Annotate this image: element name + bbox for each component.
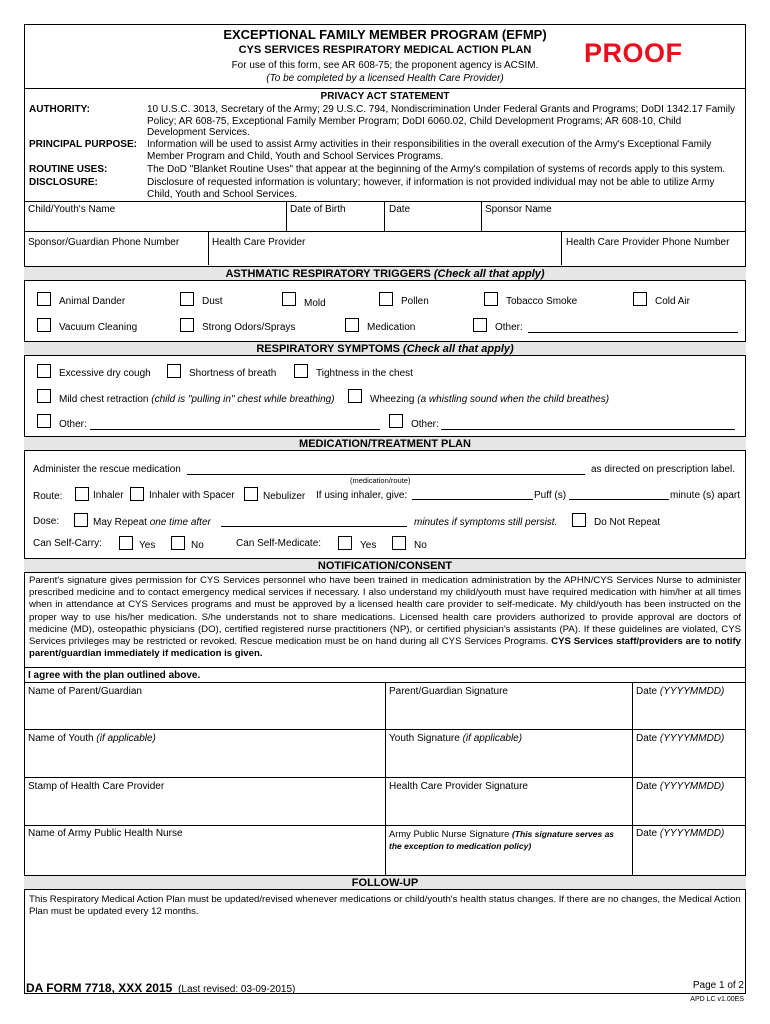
child-name-field[interactable]: Child/Youth's Name bbox=[28, 204, 116, 215]
trigger-label: Strong Odors/Sprays bbox=[202, 322, 296, 333]
purpose-label: PRINCIPAL PURPOSE: bbox=[29, 139, 137, 150]
provider-field[interactable]: Health Care Provider bbox=[212, 237, 306, 248]
checkbox-tobacco-smoke[interactable] bbox=[484, 292, 498, 306]
followup-text: This Respiratory Medical Action Plan must be updated/revised whenever medications or child/youth's health status changes. If there are no changes, the Medical Action Plan must be updated every 12 months. bbox=[29, 894, 741, 918]
date-field[interactable]: Date bbox=[389, 204, 411, 215]
checkbox-vacuum-cleaning[interactable] bbox=[37, 318, 51, 332]
notification-bold-line: CYS Services staff/providers are to notify parent/guardian immediately if medication is given. bbox=[29, 636, 741, 660]
symptom-label: Excessive dry cough bbox=[59, 368, 151, 379]
purpose-text: Information will be used to assist Army activities in their responsibilities in the overall execution of the Army's Exceptional Family Member Program and Child, Youth and School Services Programs. bbox=[147, 139, 712, 162]
as-directed-label: as directed on prescription label. bbox=[591, 464, 735, 475]
provider-date-field[interactable]: Date (YYYYMMDD) bbox=[636, 781, 725, 792]
checkbox-wheezing[interactable] bbox=[348, 389, 362, 403]
trigger-label: Medication bbox=[367, 322, 416, 333]
checkbox-self-carry-yes[interactable] bbox=[119, 536, 133, 550]
checkbox-do-not-repeat[interactable] bbox=[572, 513, 586, 527]
proof-stamp: PROOF bbox=[584, 38, 683, 68]
inhaler-spacer-label: Inhaler with Spacer bbox=[149, 490, 235, 501]
form-number: DA FORM 7718, XXX 2015 (Last revised: 03-09-2015) bbox=[26, 981, 296, 995]
symptom-label: Tightness in the chest bbox=[316, 368, 413, 379]
checkbox-trigger-other[interactable] bbox=[473, 318, 487, 332]
symptom-other-input-1[interactable] bbox=[90, 429, 380, 430]
inhaler-label: Inhaler bbox=[93, 490, 124, 501]
checkbox-nebulizer[interactable] bbox=[244, 487, 258, 501]
rescue-medication-input[interactable] bbox=[187, 474, 585, 475]
dose-label: Dose: bbox=[33, 516, 60, 527]
checkbox-chest-retraction[interactable] bbox=[37, 389, 51, 403]
trigger-label: Dust bbox=[202, 296, 223, 307]
disclosure-text: Disclosure of requested information is voluntary; however, if information is not provided individual may not be able to utilize Army Child, Youth and School Services. bbox=[147, 177, 715, 200]
self-medicate-label: Can Self-Medicate: bbox=[236, 538, 322, 549]
checkbox-self-medicate-no[interactable] bbox=[392, 536, 406, 550]
yes-label: Yes bbox=[360, 540, 377, 551]
administer-label: Administer the rescue medication bbox=[33, 464, 181, 475]
symptom-label: Wheezing (a whistling sound when the child breathes) bbox=[370, 394, 610, 405]
checkbox-inhaler-spacer[interactable] bbox=[130, 487, 144, 501]
triggers-heading: ASTHMATIC RESPIRATORY TRIGGERS (Check all that apply) bbox=[24, 266, 746, 281]
checkbox-medication[interactable] bbox=[345, 318, 359, 332]
puffs-input[interactable] bbox=[412, 499, 533, 500]
checkbox-shortness-breath[interactable] bbox=[167, 364, 181, 378]
followup-heading: FOLLOW-UP bbox=[24, 875, 746, 890]
provider-signature-field[interactable]: Health Care Provider Signature bbox=[389, 781, 528, 792]
parent-signature-field[interactable]: Parent/Guardian Signature bbox=[389, 686, 508, 697]
youth-date-field[interactable]: Date (YYYYMMDD) bbox=[636, 733, 725, 744]
sponsor-phone-field[interactable]: Sponsor/Guardian Phone Number bbox=[28, 237, 180, 248]
checkbox-pollen[interactable] bbox=[379, 292, 393, 306]
route-label: Route: bbox=[33, 491, 63, 502]
checkbox-symptom-other-2[interactable] bbox=[389, 414, 403, 428]
parent-name-field[interactable]: Name of Parent/Guardian bbox=[28, 686, 142, 697]
checkbox-strong-odors[interactable] bbox=[180, 318, 194, 332]
checkbox-inhaler[interactable] bbox=[75, 487, 89, 501]
checkbox-dust[interactable] bbox=[180, 292, 194, 306]
youth-signature-field[interactable]: Youth Signature (if applicable) bbox=[389, 733, 523, 744]
symptom-label: Other: bbox=[411, 419, 439, 430]
checkbox-symptom-other-1[interactable] bbox=[37, 414, 51, 428]
version-label: APD LC v1.00ES bbox=[690, 996, 744, 1003]
nebulizer-label: Nebulizer bbox=[263, 491, 306, 502]
checkbox-mold[interactable] bbox=[282, 292, 296, 306]
trigger-label: Vacuum Cleaning bbox=[59, 322, 138, 333]
if-inhaler-label: If using inhaler, give: bbox=[316, 490, 408, 501]
checkbox-self-medicate-yes[interactable] bbox=[338, 536, 352, 550]
trigger-label: Other: bbox=[495, 322, 523, 333]
completed-by-note: (To be completed by a licensed Health Care Provider) bbox=[266, 73, 504, 84]
yes-label: Yes bbox=[139, 540, 156, 551]
trigger-label: Animal Dander bbox=[59, 296, 126, 307]
use-note: For use of this form, see AR 608-75; the proponent agency is ACSIM. bbox=[231, 60, 539, 71]
authority-label: AUTHORITY: bbox=[29, 104, 90, 115]
trigger-label: Pollen bbox=[401, 296, 429, 307]
form-subtitle: CYS SERVICES RESPIRATORY MEDICAL ACTION PLAN bbox=[238, 44, 532, 56]
dob-field[interactable]: Date of Birth bbox=[290, 204, 346, 215]
parent-date-field[interactable]: Date (YYYYMMDD) bbox=[636, 686, 725, 697]
no-label: No bbox=[191, 540, 204, 551]
notification-text: Parent's signature gives permission for CYS Services personnel who have been trained in medication administration by the APHN/CYS Services Nurse to administer prescribed medicine and to contact emergency medical services if necessary. I also understand my child/youth must have required medication with him/her at all times when in attendance at CYS Services programs and must be approved by a licensed health care provider to self-medicate. My child/youth has been instructed on the proper way to use his/her medication. S/he understands not to share medications. Licensed health care providers authorized to provide approval are doctors of medicine (MD), osteopathic physicians (DO), certified registered nurse practitioners (NP), or certified physician's assistants (PA). If these guidelines are violated, CYS Services privileges may be restricted or revoked. Rescue medication must be on hand during all CYS Services Programs. CYS Services staff/providers are to notify parent/guardian immediately if medication is given. bbox=[29, 575, 741, 660]
symptom-label: Mild chest retraction (child is "pulling in" chest while breathing) bbox=[59, 394, 335, 405]
sponsor-name-field[interactable]: Sponsor Name bbox=[485, 204, 552, 215]
symptoms-heading: RESPIRATORY SYMPTOMS (Check all that apply) bbox=[24, 341, 746, 356]
trigger-label: Tobacco Smoke bbox=[506, 296, 578, 307]
checkbox-dry-cough[interactable] bbox=[37, 364, 51, 378]
provider-phone-field[interactable]: Health Care Provider Phone Number bbox=[566, 237, 730, 248]
symptom-label: Other: bbox=[59, 419, 87, 430]
agree-statement: I agree with the plan outlined above. bbox=[28, 670, 201, 681]
minutes-apart-input[interactable] bbox=[569, 499, 669, 500]
repeat-minutes-input[interactable] bbox=[221, 526, 407, 527]
checkbox-chest-tightness[interactable] bbox=[294, 364, 308, 378]
puffs-label: Puff (s) bbox=[534, 490, 567, 501]
trigger-other-input[interactable] bbox=[528, 332, 738, 333]
stamp-field[interactable]: Stamp of Health Care Provider bbox=[28, 781, 165, 792]
minutes-apart-label: minute (s) apart bbox=[670, 490, 741, 501]
checkbox-cold-air[interactable] bbox=[633, 292, 647, 306]
privacy-heading: PRIVACY ACT STATEMENT bbox=[320, 91, 450, 102]
minutes-persist-label: minutes if symptoms still persist. bbox=[414, 517, 558, 528]
checkbox-self-carry-no[interactable] bbox=[171, 536, 185, 550]
self-carry-label: Can Self-Carry: bbox=[33, 538, 102, 549]
form-title: EXCEPTIONAL FAMILY MEMBER PROGRAM (EFMP) bbox=[223, 27, 547, 42]
authority-text: 10 U.S.C. 3013, Secretary of the Army; 29 U.S.C. 794, Nondiscrimination Under Federal Grants and Programs; DoDI 1342.17 Family Policy; AR 608-75, Exceptional Family Member Program; DoDI 6060.02, Child Development Programs; AR 608-10, Child Development Services. bbox=[147, 104, 736, 138]
may-repeat-label: May Repeat one time after bbox=[93, 517, 211, 528]
routine-text: The DoD "Blanket Routine Uses" that appear at the beginning of the Army's compilation of systems of records apply to this system. bbox=[147, 164, 726, 175]
routine-label: ROUTINE USES: bbox=[29, 164, 108, 175]
checkbox-animal-dander[interactable] bbox=[37, 292, 51, 306]
nurse-signature-note: (This signature serves as the exception to medication policy) bbox=[389, 829, 615, 851]
medication-heading: MEDICATION/TREATMENT PLAN bbox=[24, 436, 746, 451]
symptom-label: Shortness of breath bbox=[189, 368, 277, 379]
youth-name-field[interactable]: Name of Youth (if applicable) bbox=[28, 733, 156, 744]
nurse-name-field[interactable]: Name of Army Public Health Nurse bbox=[28, 828, 183, 839]
symptom-other-input-2[interactable] bbox=[441, 429, 735, 430]
trigger-label: Mold bbox=[304, 298, 326, 309]
notification-heading: NOTIFICATION/CONSENT bbox=[24, 558, 746, 573]
trigger-label: Cold Air bbox=[655, 296, 691, 307]
nurse-signature-field[interactable]: Army Public Nurse Signature (This signature serves as the exception to medication policy) bbox=[389, 828, 615, 851]
page-number: Page 1 of 2 bbox=[692, 980, 744, 991]
do-not-repeat-label: Do Not Repeat bbox=[594, 517, 661, 528]
no-label: No bbox=[414, 540, 427, 551]
checkbox-may-repeat[interactable] bbox=[74, 513, 88, 527]
nurse-date-field[interactable]: Date (YYYYMMDD) bbox=[636, 828, 725, 839]
disclosure-label: DISCLOSURE: bbox=[29, 177, 98, 188]
medication-route-note: (medication/route) bbox=[350, 476, 411, 485]
